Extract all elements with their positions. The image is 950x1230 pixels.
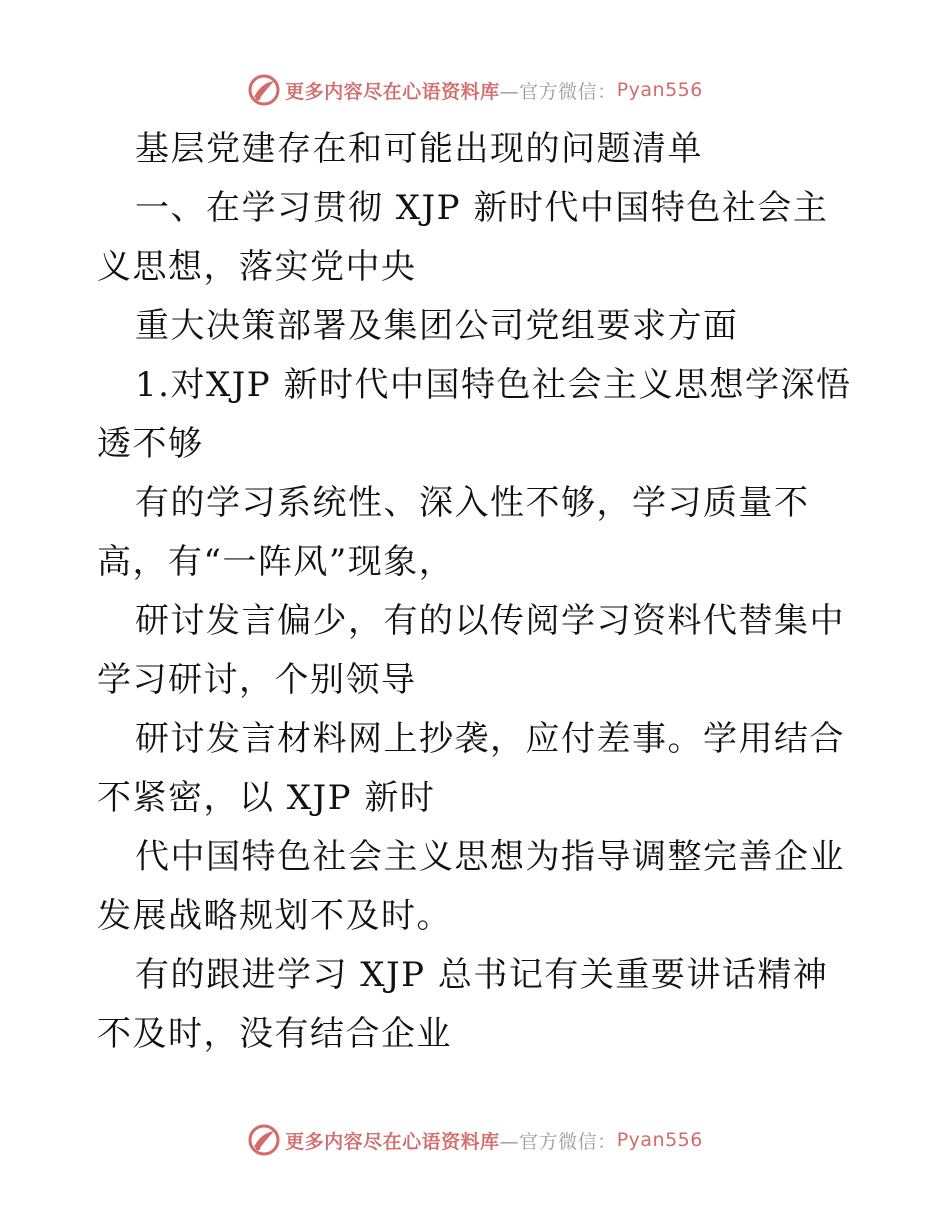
red-seal-logo-icon bbox=[247, 73, 281, 107]
document-body bbox=[97, 120, 857, 1064]
paragraph-7: 代中国特色社会主义思想为指导调整完善企业发展战略规划不及时。 bbox=[97, 837, 845, 936]
paragraph-2: 重大决策部署及集团公司党组要求方面 bbox=[135, 306, 739, 346]
red-seal-logo-icon bbox=[247, 1123, 281, 1157]
paragraph-5: 研讨发言偏少，有的以传阅学习资料代替集中学习研讨，个别领导 bbox=[97, 601, 845, 700]
header-watermark-banner bbox=[0, 70, 950, 110]
banner-wechat-id: Pyan556 bbox=[616, 79, 703, 101]
banner-main-text: 更多内容尽在心语资料库 bbox=[285, 80, 500, 103]
footer-watermark-banner bbox=[0, 1120, 950, 1160]
paragraph-8: 有的跟进学习 XJP 总书记有关重要讲话精神不及时，没有结合企业 bbox=[97, 955, 829, 1054]
document-title: 基层党建存在和可能出现的问题清单 bbox=[135, 129, 703, 169]
banner-separator-text: —官方微信： bbox=[499, 80, 617, 103]
paragraph-4: 有的学习系统性、深入性不够，学习质量不高，有“一阵风”现象， bbox=[97, 483, 810, 582]
paragraph-3: 1.对XJP 新时代中国特色社会主义思想学深悟透不够 bbox=[97, 365, 852, 464]
footer-wechat-id: Pyan556 bbox=[616, 1129, 703, 1151]
footer-main-text: 更多内容尽在心语资料库 bbox=[285, 1130, 500, 1153]
footer-separator-text: —官方微信： bbox=[499, 1130, 617, 1153]
paragraph-6: 研讨发言材料网上抄袭，应付差事。学用结合不紧密，以 XJP 新时 bbox=[97, 719, 845, 818]
paragraph-1: 一、在学习贯彻 XJP 新时代中国特色社会主义思想，落实党中央 bbox=[97, 188, 829, 287]
